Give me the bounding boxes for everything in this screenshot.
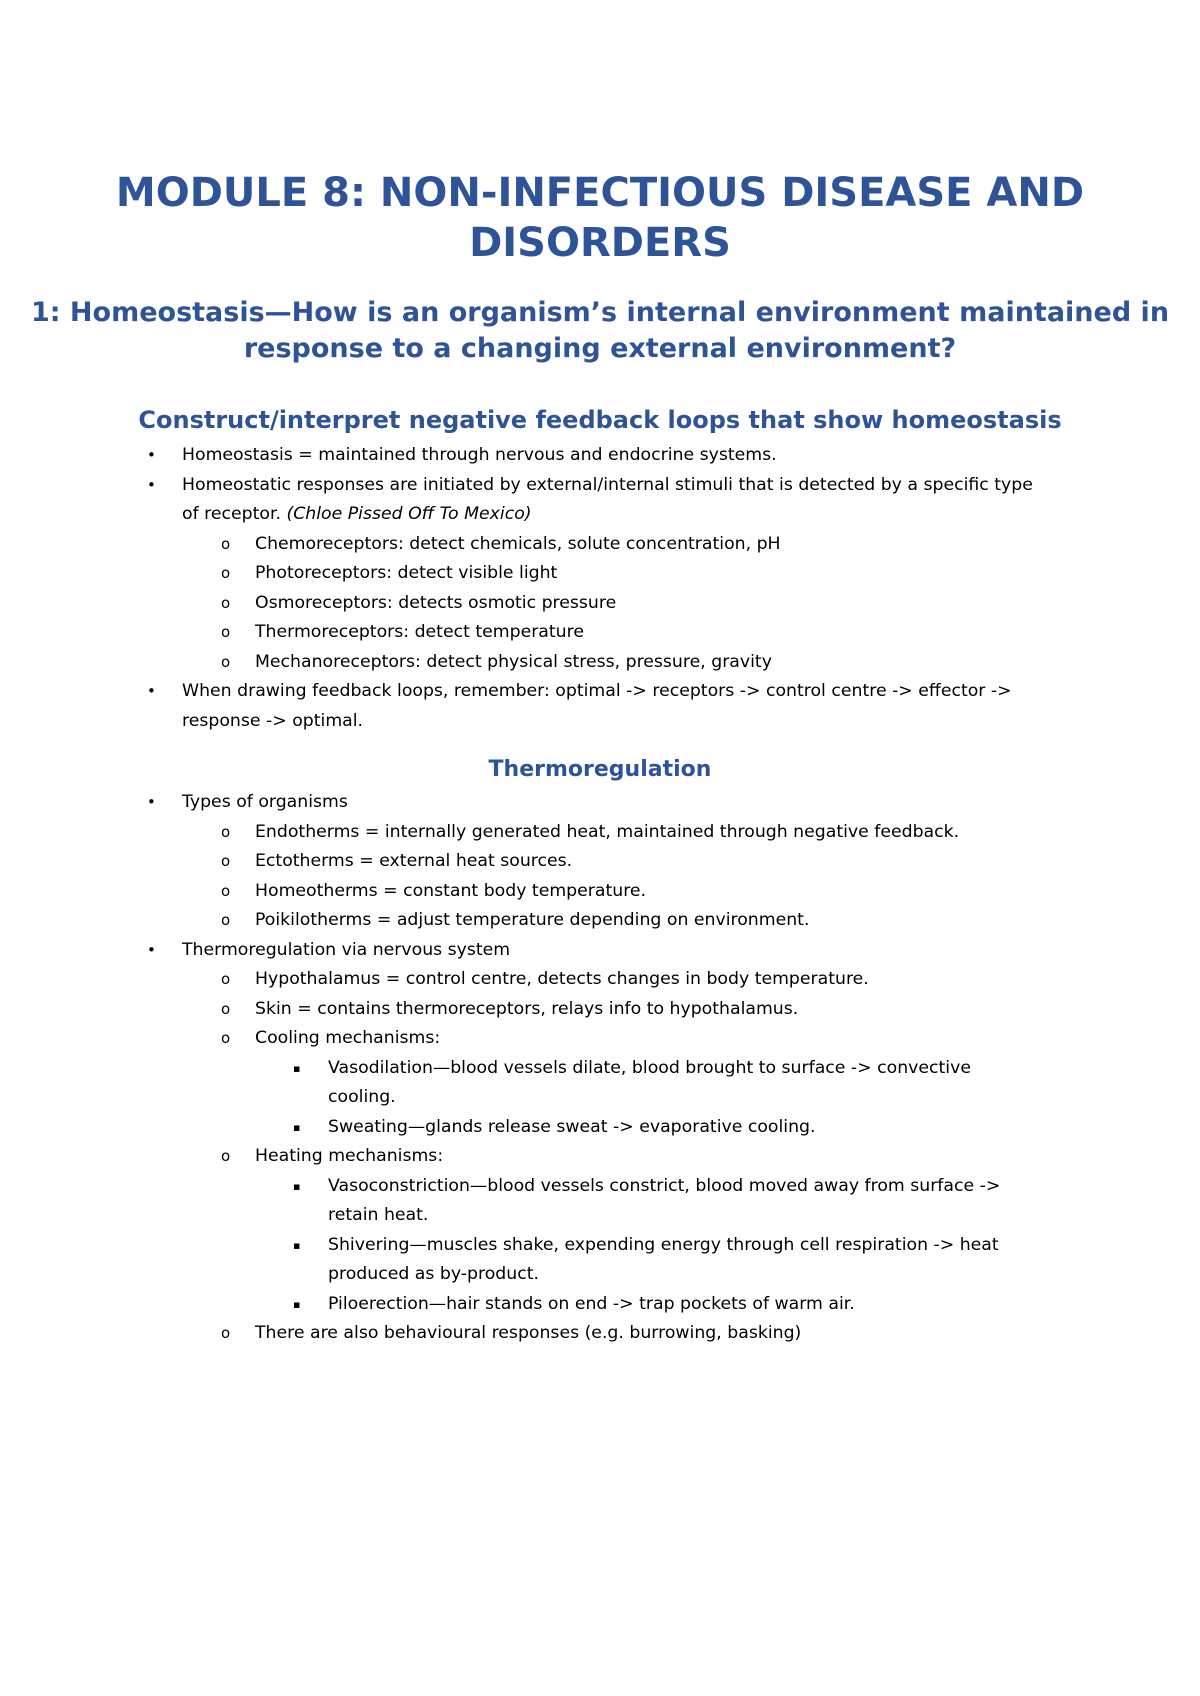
list-item-text: Thermoregulation via nervous system	[182, 939, 511, 960]
list-item-text: Osmoreceptors: detects osmotic pressure	[255, 592, 617, 613]
list-item	[0, 677, 1200, 736]
square-bullet-icon: ▪	[293, 1238, 301, 1252]
list-item	[0, 589, 1200, 619]
list-item	[0, 1054, 1200, 1113]
list-item-text: Homeostasis = maintained through nervous and endocrine systems.	[182, 445, 777, 465]
document-title: MODULE 8: NON-INFECTIOUS DISEASE AND DISORDERS	[115, 170, 1085, 266]
list-item-text: Mechanoreceptors: detect physical stress, pressure, gravity	[255, 651, 772, 672]
bullet-icon: •	[147, 682, 156, 700]
list-item-text: Types of organisms	[182, 792, 348, 812]
bullet-icon: •	[147, 793, 156, 811]
list-item-text: Cooling mechanisms:	[255, 1028, 441, 1048]
square-bullet-icon: ▪	[293, 1297, 301, 1311]
list-item	[0, 1172, 1200, 1231]
list-item-text: Homeotherms = constant body temperature.	[255, 880, 647, 901]
circle-bullet-icon: o	[221, 822, 231, 841]
circle-bullet-icon: o	[221, 852, 231, 870]
list-item	[0, 1290, 1200, 1320]
mnemonic-note: (Chloe Pissed Off To Mexico)	[286, 504, 532, 524]
list-item-text: There are also behavioural responses (e.g. burrowing, basking)	[255, 1323, 802, 1343]
list-item	[0, 1113, 1200, 1143]
list-item-text: Endotherms = internally generated heat, maintained through negative feedback.	[255, 821, 960, 842]
subheading-negative-feedback: Construct/interpret negative feedback loops that show homeostasis	[138, 406, 1062, 434]
circle-bullet-icon: o	[221, 881, 231, 900]
circle-bullet-icon: o	[221, 623, 231, 641]
circle-bullet-icon: o	[221, 593, 231, 612]
circle-bullet-icon: o	[221, 652, 231, 671]
list-item	[0, 818, 1200, 848]
list-item	[0, 965, 1200, 995]
list-item	[0, 1319, 1200, 1349]
circle-bullet-icon: o	[221, 534, 231, 553]
list-item-text: Photoreceptors: detect visible light	[255, 563, 558, 583]
list-item	[0, 877, 1200, 907]
list-item	[0, 618, 1200, 648]
bullet-icon: •	[147, 475, 156, 494]
circle-bullet-icon: o	[221, 564, 231, 582]
list-item-text: Vasodilation—blood vessels dilate, blood brought to surface -> convective cooling.	[328, 1057, 971, 1107]
list-item-text: Hypothalamus = control centre, detects changes in body temperature.	[255, 969, 869, 989]
subheading-thermoregulation: Thermoregulation	[488, 757, 712, 782]
list-item	[0, 530, 1200, 560]
list-item	[0, 788, 1200, 818]
section-heading-homeostasis: 1: Homeostasis—How is an organism’s internal environment maintained in response to a changing external environment?	[30, 297, 1170, 364]
list-item-text: Poikilotherms = adjust temperature depending on environment.	[255, 910, 810, 930]
circle-bullet-icon: o	[221, 911, 231, 929]
list-item-text: Heating mechanisms:	[255, 1146, 444, 1166]
bullet-icon: •	[147, 446, 156, 464]
list-item-text: Sweating—glands release sweat -> evaporative cooling.	[328, 1116, 816, 1137]
list-item-text: Ectotherms = external heat sources.	[255, 851, 573, 871]
list-item	[0, 1142, 1200, 1172]
circle-bullet-icon: o	[221, 1029, 231, 1047]
list-item-text: Piloerection—hair stands on end -> trap pockets of warm air.	[328, 1293, 855, 1314]
list-item-text: Vasoconstriction—blood vessels constrict, blood moved away from surface -> retain heat.	[328, 1175, 1001, 1225]
list-item	[0, 648, 1200, 678]
circle-bullet-icon: o	[221, 999, 231, 1018]
list-item-text: Shivering—muscles shake, expending energy through cell respiration -> heat produced as by-product.	[328, 1234, 999, 1284]
list-item	[0, 936, 1200, 966]
square-bullet-icon: ▪	[293, 1061, 301, 1075]
bullet-icon: •	[147, 940, 156, 959]
circle-bullet-icon: o	[221, 970, 231, 988]
list-item	[0, 1231, 1200, 1290]
list-item	[0, 847, 1200, 877]
square-bullet-icon: ▪	[293, 1120, 301, 1134]
list-item	[0, 995, 1200, 1025]
list-item	[0, 1024, 1200, 1054]
list-item-text: Skin = contains thermoreceptors, relays info to hypothalamus.	[255, 998, 799, 1019]
circle-bullet-icon: o	[221, 1324, 231, 1342]
list-item	[0, 906, 1200, 936]
list-item-text: Thermoreceptors: detect temperature	[255, 622, 584, 642]
circle-bullet-icon: o	[221, 1147, 231, 1165]
square-bullet-icon: ▪	[293, 1179, 301, 1193]
list-item-text: Chemoreceptors: detect chemicals, solute concentration, pH	[255, 533, 781, 554]
list-item	[0, 559, 1200, 589]
feedback-bullet-list	[0, 441, 1200, 736]
list-item-text: Homeostatic responses are initiated by external/internal stimuli that is detected by a specific type of receptor.	[182, 474, 1033, 524]
list-item	[0, 471, 1200, 530]
list-item	[0, 441, 1200, 471]
list-item-text: When drawing feedback loops, remember: optimal -> receptors -> control centre -> effector -> response -> optimal.	[182, 681, 1012, 731]
thermoregulation-bullet-list	[0, 788, 1200, 1349]
